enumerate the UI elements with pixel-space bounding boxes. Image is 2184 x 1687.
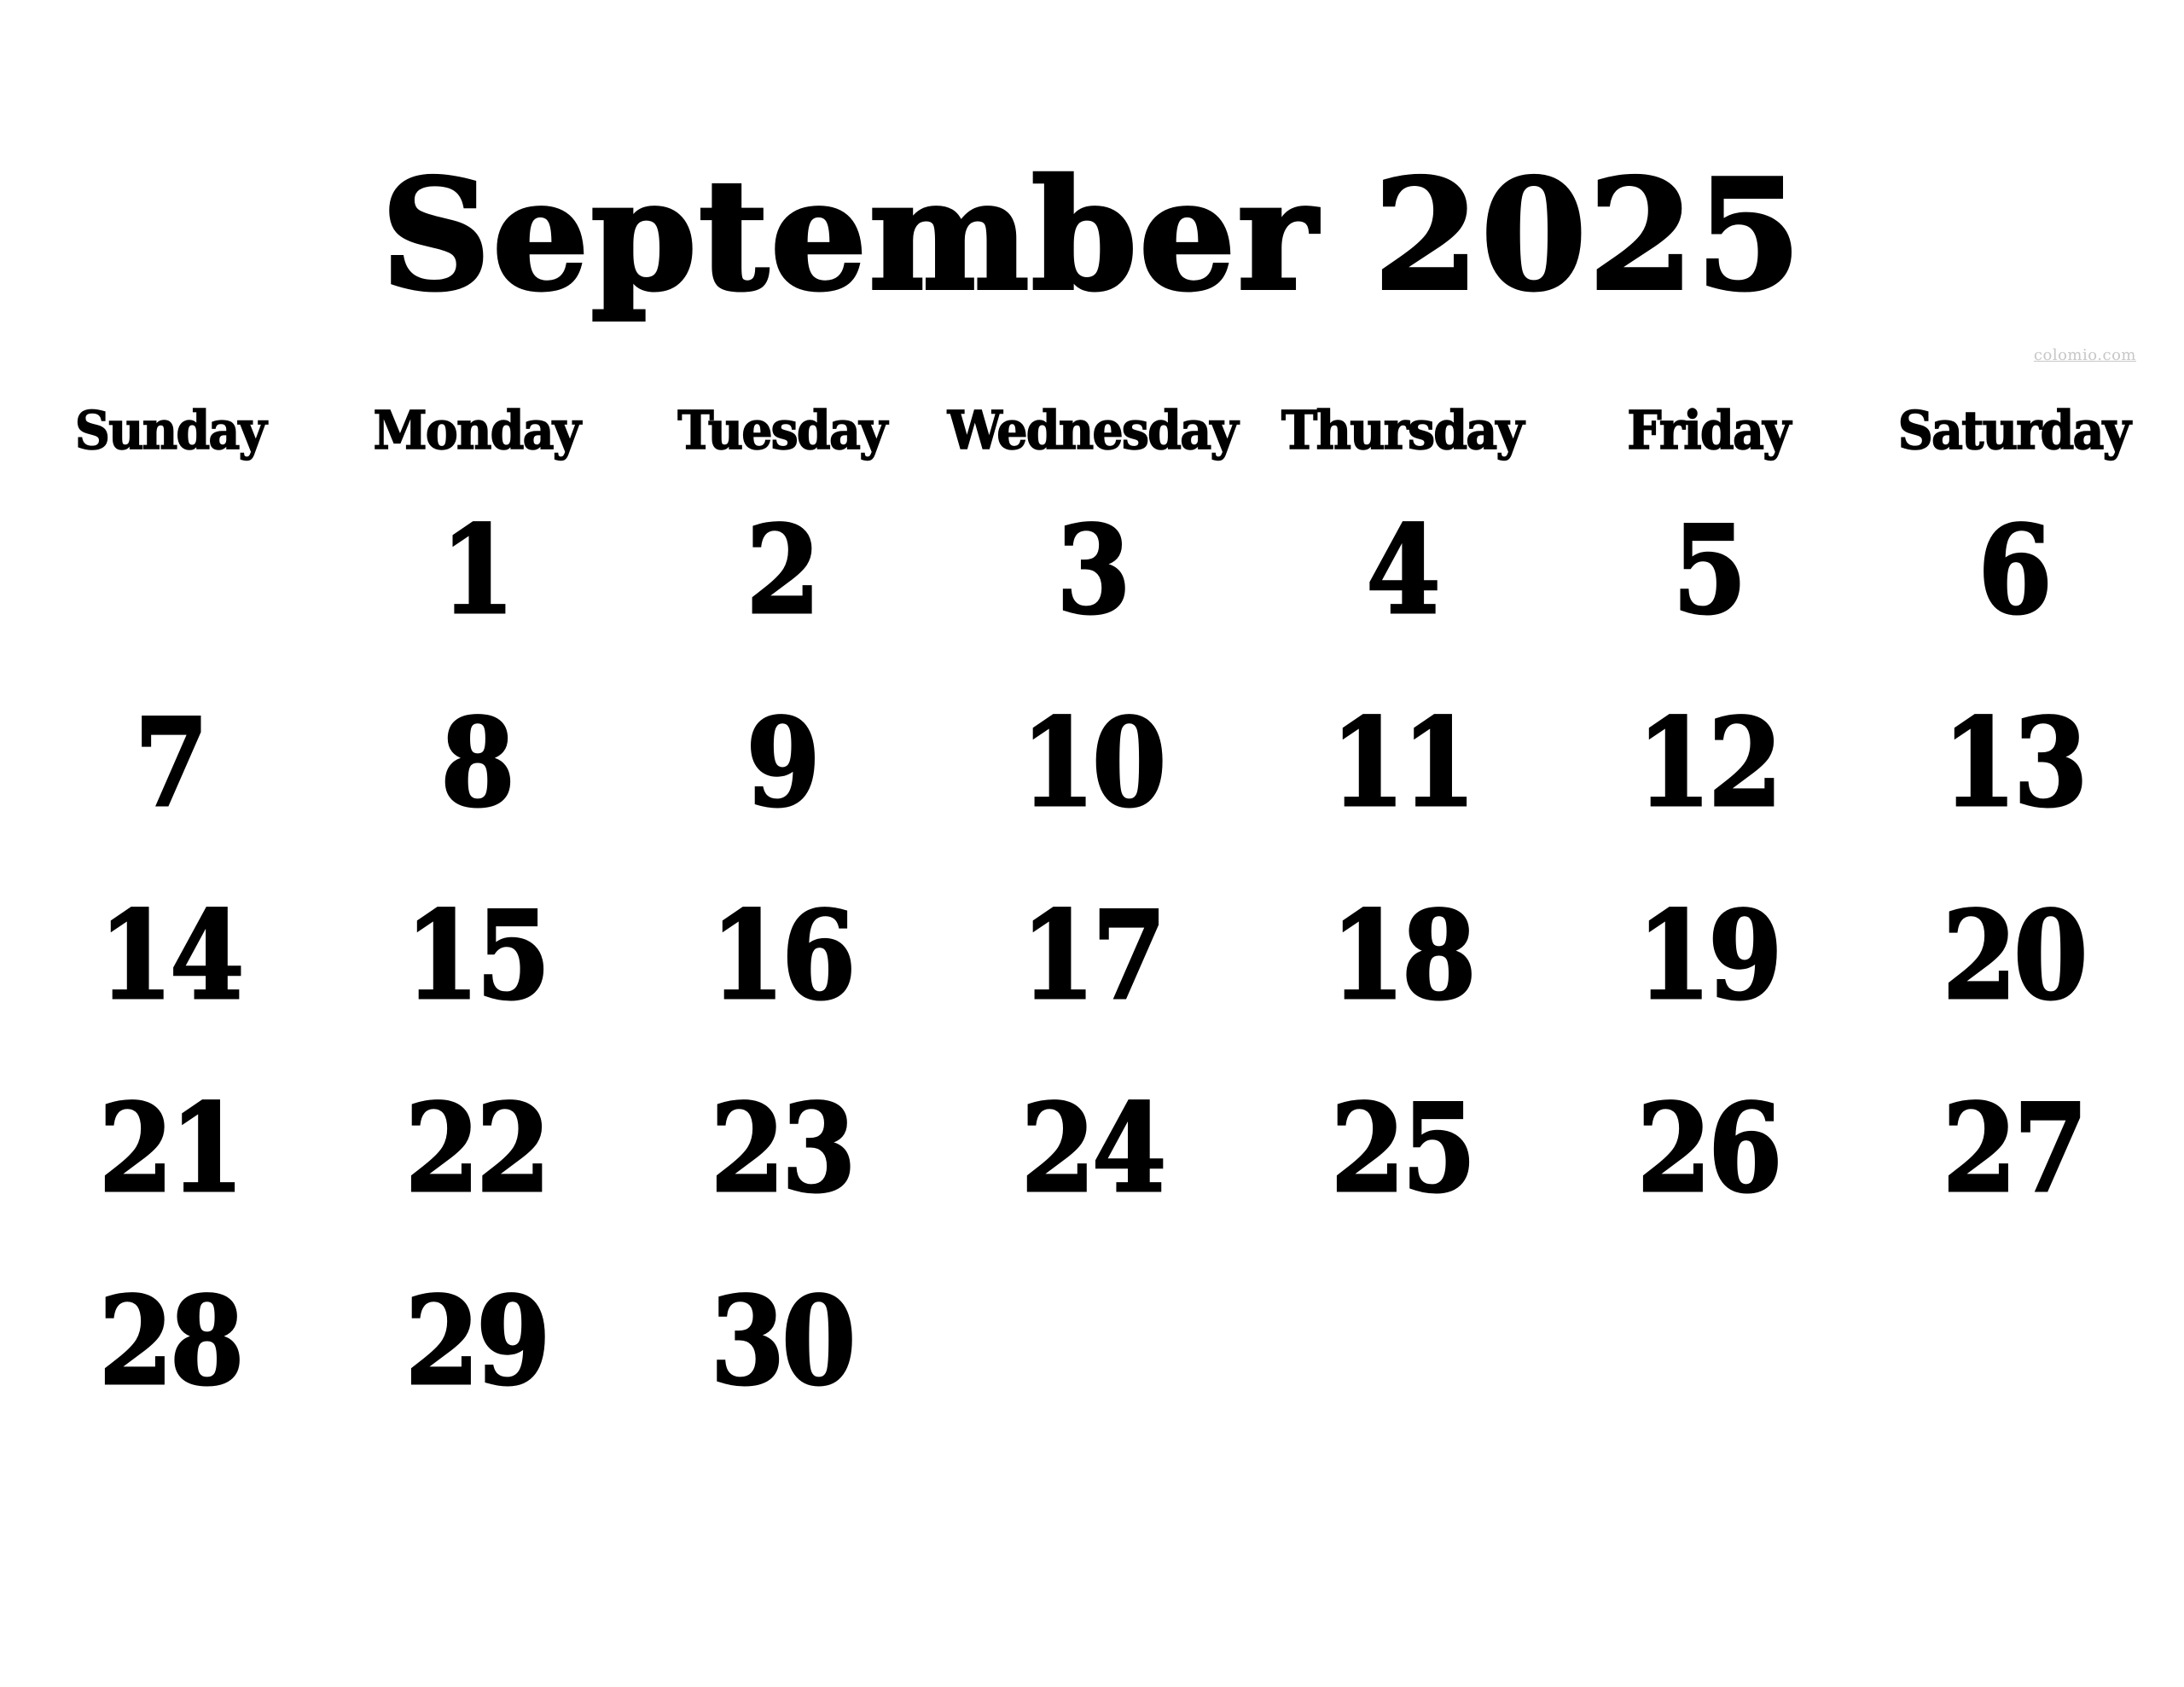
date-cell: 11	[1331, 693, 1473, 834]
date-cell: 28	[98, 1271, 241, 1412]
date-cell: 14	[98, 885, 241, 1027]
date-cell: 3	[1056, 500, 1128, 641]
date-cell: 12	[1636, 693, 1780, 834]
date-cell: 21	[98, 1078, 241, 1220]
date-cell: 26	[1636, 1078, 1780, 1220]
day-header-friday: Friday	[1627, 398, 1790, 461]
date-cell: 20	[1943, 885, 2086, 1027]
date-cell: 1	[440, 500, 512, 641]
date-cell: 19	[1636, 885, 1780, 1027]
date-cell: 8	[440, 693, 512, 834]
day-header-tuesday: Tuesday	[677, 398, 886, 461]
date-cell: 30	[711, 1271, 853, 1412]
date-cell: 15	[404, 885, 548, 1027]
date-cell: 7	[134, 693, 206, 834]
day-header-monday: Monday	[373, 398, 579, 461]
date-cell: 6	[1978, 500, 2050, 641]
calendar-grid	[17, 386, 2167, 1438]
date-cell: 18	[1331, 885, 1473, 1027]
date-cell: 10	[1020, 693, 1164, 834]
date-cell: 4	[1366, 500, 1438, 641]
date-cell	[954, 1245, 1230, 1438]
day-header-sunday: Sunday	[74, 398, 265, 461]
date-cell: 2	[746, 500, 818, 641]
date-cell: 29	[404, 1271, 548, 1412]
date-cell: 27	[1943, 1078, 2086, 1220]
day-header-wednesday: Wednesday	[947, 398, 1237, 461]
date-cell: 9	[746, 693, 818, 834]
date-cell: 16	[711, 885, 853, 1027]
date-cell	[1268, 1245, 1537, 1438]
date-cell	[1879, 1245, 2149, 1438]
day-header-thursday: Thursday	[1281, 398, 1523, 461]
date-cell	[1573, 1245, 1843, 1438]
date-cell: 13	[1943, 693, 2086, 834]
page-title: September 2025	[380, 146, 1804, 324]
date-cell: 22	[404, 1078, 548, 1220]
date-cell: 23	[711, 1078, 853, 1220]
date-cell	[36, 474, 305, 667]
date-cell: 25	[1331, 1078, 1473, 1220]
day-header-saturday: Saturday	[1898, 398, 2130, 461]
watermark-text: colomio.com	[2033, 346, 2136, 364]
date-cell: 24	[1020, 1078, 1164, 1220]
date-cell: 5	[1672, 500, 1744, 641]
date-cell: 17	[1020, 885, 1164, 1027]
